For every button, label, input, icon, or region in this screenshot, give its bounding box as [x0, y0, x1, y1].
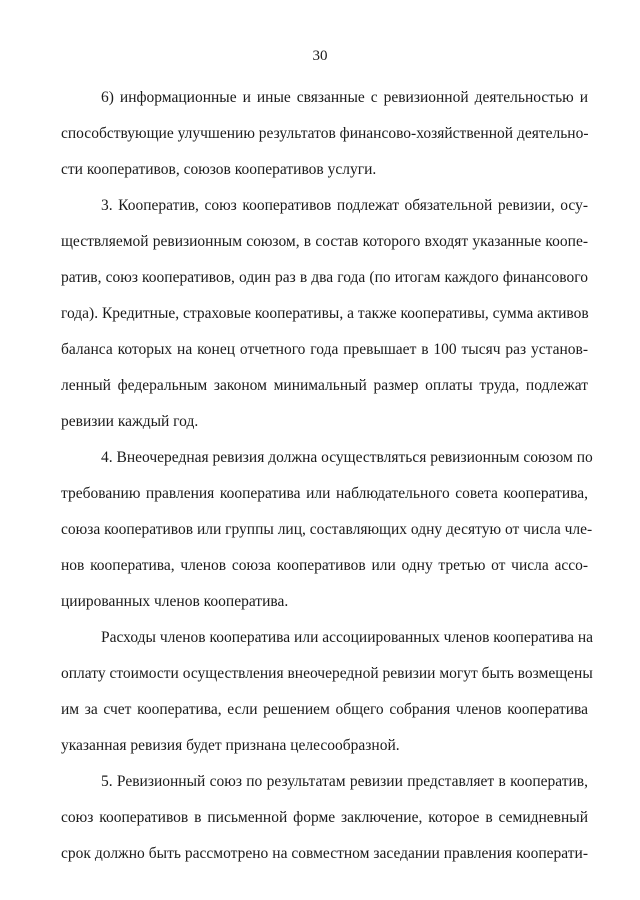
text-line: 3. Кооператив, союз кооперативов подлежат обязательной ревизии, осу- — [101, 197, 588, 214]
text-line: года). Кредитные, страховые кооперативы, а также кооперативы, сумма активов — [61, 305, 589, 322]
text-line: сти кооперативов, союзов кооперативов услуги. — [61, 161, 377, 178]
text-line: союза кооперативов или группы лиц, составляющих одну десятую от числа чле- — [61, 521, 593, 538]
text-line: нов кооператива, членов союза кооперативов или одну третью от числа ассо- — [61, 557, 588, 574]
page-number: 30 — [312, 48, 328, 64]
text-line: требованию правления кооператива или наблюдательного совета кооператива, — [61, 485, 588, 502]
text-line: срок должно быть рассмотрено на совместном заседании правления кооперати- — [61, 845, 588, 862]
text-line: указанная ревизия будет признана целесообразной. — [61, 737, 400, 754]
text-line: ществляемой ревизионным союзом, в состав которого входят указанные коопе- — [61, 233, 588, 250]
text-line: 4. Внеочередная ревизия должна осуществляться ревизионным союзом по — [101, 449, 593, 466]
text-line: им за счет кооператива, если решением общего собрания членов кооператива — [61, 701, 588, 718]
text-line: циированных членов кооператива. — [61, 593, 289, 610]
text-line: ратив, союз кооперативов, один раз в два года (по итогам каждого финансового — [61, 269, 588, 286]
text-line: ревизии каждый год. — [61, 413, 199, 430]
text-line: Расходы членов кооператива или ассоциированных членов кооператива на — [101, 629, 594, 646]
text-line: оплату стоимости осуществления внеочередной ревизии могут быть возмещены — [61, 665, 593, 682]
text-line: союз кооперативов в письменной форме заключение, которое в семидневный — [61, 809, 588, 826]
text-line: способствующие улучшению результатов финансово-хозяйственной деятельно- — [61, 125, 589, 142]
text-line: 5. Ревизионный союз по результатам ревизии представляет в кооператив, — [101, 773, 588, 790]
text-line: ленный федеральным законом минимальный размер оплаты труда, подлежат — [61, 377, 588, 394]
text-line: баланса которых на конец отчетного года превышает в 100 тысяч раз установ- — [61, 341, 588, 358]
text-line: 6) информационные и иные связанные с ревизионной деятельностью и — [101, 89, 588, 106]
